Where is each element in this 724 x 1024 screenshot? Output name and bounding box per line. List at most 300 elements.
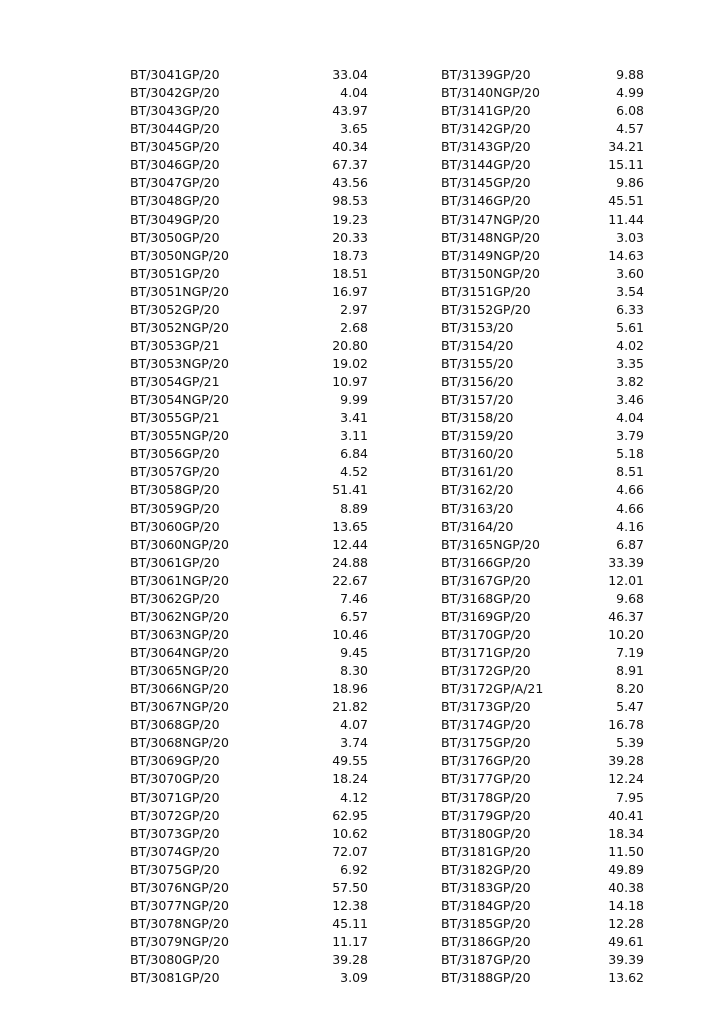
item-value: 8.91 [616,663,644,679]
item-code: BT/3066NGP/20 [130,681,229,697]
item-code: BT/3146GP/20 [441,193,531,209]
item-value: 6.84 [340,446,368,462]
item-code: BT/3061GP/20 [130,554,220,570]
table-row [441,969,644,987]
item-code: BT/3047GP/20 [130,175,220,191]
item-code: BT/3054NGP/20 [130,392,229,408]
item-code: BT/3064NGP/20 [130,645,229,660]
item-code: BT/3052NGP/20 [130,319,229,335]
table-row [130,355,368,373]
item-code: BT/3053NGP/20 [130,356,229,371]
table-row [130,662,368,680]
item-code: BT/3173GP/20 [441,699,531,715]
table-row [441,373,644,391]
item-code: BT/3151GP/20 [441,283,531,299]
item-code: BT/3175GP/20 [441,735,531,751]
item-code: BT/3145GP/20 [441,175,531,191]
table-row [130,807,368,825]
item-code: BT/3186GP/20 [441,934,531,949]
item-code: BT/3172GP/20 [441,663,531,679]
item-value: 62.95 [332,807,368,823]
item-value: 9.99 [340,392,368,408]
item-code: BT/3071GP/20 [130,789,220,805]
table-row [130,608,368,626]
item-code: BT/3172GP/A/21 [441,681,544,697]
item-value: 5.39 [616,735,644,751]
item-code: BT/3170GP/20 [441,626,531,642]
item-code: BT/3139GP/20 [441,67,531,82]
table-row [130,825,368,843]
item-code: BT/3150NGP/20 [441,265,540,281]
table-row [441,102,644,120]
item-code: BT/3148NGP/20 [441,229,540,245]
table-row [441,337,644,355]
table-row [441,192,644,210]
table-row [130,770,368,788]
item-value: 39.28 [608,753,644,769]
item-value: 16.78 [608,717,644,733]
item-code: BT/3182GP/20 [441,861,531,877]
item-value: 10.20 [608,626,644,642]
table-row [130,915,368,933]
item-code: BT/3080GP/20 [130,952,220,968]
item-code: BT/3188GP/20 [441,970,531,986]
table-row [441,536,644,554]
item-value: 2.68 [340,319,368,335]
table-row [441,861,644,879]
item-value: 3.74 [340,735,368,751]
item-value: 8.51 [616,464,644,480]
table-row [441,554,644,572]
table-row [441,879,644,897]
item-code: BT/3070GP/20 [130,771,220,787]
table-row [130,138,368,156]
table-row [441,445,644,463]
item-value: 13.65 [332,518,368,534]
table-row [130,969,368,987]
item-code: BT/3055GP/21 [130,410,220,426]
item-code: BT/3164/20 [441,518,514,534]
item-code: BT/3156/20 [441,374,514,390]
item-code: BT/3178GP/20 [441,789,531,805]
item-value: 3.35 [616,356,644,371]
item-code: BT/3051GP/20 [130,265,220,281]
item-value: 4.52 [340,464,368,480]
table-row [130,301,368,319]
item-code: BT/3063NGP/20 [130,626,229,642]
item-code: BT/3144GP/20 [441,157,531,173]
item-code: BT/3050GP/20 [130,229,220,245]
table-row [130,481,368,499]
item-value: 13.62 [608,970,644,986]
item-value: 14.63 [608,247,644,263]
item-value: 40.34 [332,139,368,155]
table-row [441,680,644,698]
item-value: 6.87 [616,536,644,552]
item-code: BT/3054GP/21 [130,374,220,390]
item-code: BT/3058GP/20 [130,482,220,498]
item-code: BT/3143GP/20 [441,139,531,155]
table-row [441,463,644,481]
item-code: BT/3050NGP/20 [130,247,229,263]
item-value: 3.09 [340,970,368,986]
table-row [441,301,644,319]
item-value: 4.57 [616,121,644,137]
item-code: BT/3069GP/20 [130,753,220,769]
item-value: 57.50 [332,879,368,895]
item-code: BT/3065NGP/20 [130,663,229,679]
table-row [130,789,368,807]
item-value: 51.41 [332,482,368,498]
item-code: BT/3051NGP/20 [130,283,229,299]
item-value: 45.11 [332,915,368,931]
item-value: 46.37 [608,608,644,624]
item-value: 12.28 [608,915,644,931]
item-value: 10.62 [332,825,368,841]
item-code: BT/3167GP/20 [441,572,531,588]
item-value: 3.11 [340,428,368,444]
table-row [130,337,368,355]
item-value: 12.01 [608,572,644,588]
item-code: BT/3045GP/20 [130,139,220,155]
item-value: 7.95 [616,789,644,805]
item-code: BT/3057GP/20 [130,464,220,480]
table-row [130,500,368,518]
item-value: 7.19 [616,645,644,660]
table-row [130,373,368,391]
table-row [441,789,644,807]
item-code: BT/3185GP/20 [441,915,531,931]
item-code: BT/3152GP/20 [441,301,531,317]
table-row [130,192,368,210]
item-code: BT/3052GP/20 [130,301,220,317]
item-value: 4.02 [616,337,644,353]
item-value: 12.44 [332,536,368,552]
item-value: 34.21 [608,139,644,155]
table-row [441,247,644,265]
table-row [441,843,644,861]
table-row [130,879,368,897]
table-row [130,554,368,572]
table-row [441,572,644,590]
item-value: 4.04 [616,410,644,426]
item-value: 10.46 [332,626,368,642]
item-value: 3.03 [616,229,644,245]
table-row [441,66,644,84]
table-row [441,644,644,662]
item-value: 4.16 [616,518,644,534]
item-code: BT/3062GP/20 [130,590,220,606]
table-row [130,897,368,915]
table-row [130,409,368,427]
item-value: 45.51 [608,193,644,209]
item-code: BT/3147NGP/20 [441,211,540,227]
item-value: 7.46 [340,590,368,606]
item-code: BT/3181GP/20 [441,843,531,859]
item-code: BT/3165NGP/20 [441,536,540,552]
table-row [130,229,368,247]
table-row [130,680,368,698]
item-code: BT/3055NGP/20 [130,428,229,444]
item-code: BT/3141GP/20 [441,103,531,119]
item-code: BT/3067NGP/20 [130,699,229,715]
item-code: BT/3183GP/20 [441,879,531,895]
item-value: 8.89 [340,500,368,516]
item-value: 5.47 [616,699,644,715]
table-row [441,427,644,445]
table-row [130,626,368,644]
table-row [130,283,368,301]
item-code: BT/3171GP/20 [441,645,531,660]
item-code: BT/3180GP/20 [441,825,531,841]
item-code: BT/3140NGP/20 [441,85,540,101]
item-value: 11.44 [608,211,644,227]
item-code: BT/3168GP/20 [441,590,531,606]
item-value: 19.23 [332,211,368,227]
item-code: BT/3184GP/20 [441,897,531,913]
table-row [130,427,368,445]
item-code: BT/3155/20 [441,356,514,371]
item-value: 4.66 [616,500,644,516]
table-row [441,174,644,192]
item-code: BT/3048GP/20 [130,193,220,209]
table-row [441,211,644,229]
item-code: BT/3153/20 [441,319,514,335]
table-row [130,716,368,734]
table-row [130,174,368,192]
item-code: BT/3163/20 [441,500,514,516]
item-value: 2.97 [340,301,368,317]
item-code: BT/3174GP/20 [441,717,531,733]
item-value: 3.79 [616,428,644,444]
item-value: 4.07 [340,717,368,733]
item-value: 3.54 [616,283,644,299]
table-row [130,211,368,229]
table-row [441,518,644,536]
table-row [441,138,644,156]
item-code: BT/3158/20 [441,410,514,426]
item-value: 4.99 [616,85,644,101]
item-value: 6.08 [616,103,644,119]
table-row [130,445,368,463]
table-row [130,84,368,102]
item-code: BT/3059GP/20 [130,500,220,516]
item-value: 10.97 [332,374,368,390]
item-value: 21.82 [332,699,368,715]
table-row [441,391,644,409]
item-code: BT/3078NGP/20 [130,915,229,931]
table-row [441,662,644,680]
table-row [441,933,644,951]
item-value: 12.24 [608,771,644,787]
item-value: 24.88 [332,554,368,570]
item-value: 98.53 [332,193,368,209]
item-value: 19.02 [332,356,368,371]
item-code: BT/3049GP/20 [130,211,220,227]
item-value: 3.65 [340,121,368,137]
item-value: 9.45 [340,645,368,660]
table-row [441,825,644,843]
table-row [441,807,644,825]
item-value: 18.51 [332,265,368,281]
table-row [130,66,368,84]
item-code: BT/3177GP/20 [441,771,531,787]
table-row [130,698,368,716]
table-row [441,915,644,933]
item-code: BT/3046GP/20 [130,157,220,173]
table-row [441,951,644,969]
table-row [441,283,644,301]
table-row [441,734,644,752]
item-value: 5.18 [616,446,644,462]
item-code: BT/3154/20 [441,337,514,353]
table-row [441,590,644,608]
table-row [441,265,644,283]
table-row [130,933,368,951]
item-code: BT/3161/20 [441,464,514,480]
table-row [130,734,368,752]
item-value: 3.46 [616,392,644,408]
item-value: 4.04 [340,85,368,101]
item-code: BT/3074GP/20 [130,843,220,859]
item-value: 33.04 [332,67,368,82]
item-value: 33.39 [608,554,644,570]
right-column [441,66,644,987]
item-value: 9.86 [616,175,644,191]
item-value: 49.55 [332,753,368,769]
table-row [130,463,368,481]
item-value: 11.50 [608,843,644,859]
item-value: 12.38 [332,897,368,913]
item-code: BT/3169GP/20 [441,608,531,624]
table-row [441,120,644,138]
item-value: 39.28 [332,952,368,968]
table-row [130,590,368,608]
table-row [130,265,368,283]
item-code: BT/3062NGP/20 [130,608,229,624]
item-value: 4.12 [340,789,368,805]
item-value: 43.56 [332,175,368,191]
item-code: BT/3157/20 [441,392,514,408]
table-row [130,843,368,861]
table-row [130,644,368,662]
item-code: BT/3072GP/20 [130,807,220,823]
table-row [130,536,368,554]
item-value: 67.37 [332,157,368,173]
item-code: BT/3187GP/20 [441,952,531,968]
table-row [130,951,368,969]
item-value: 72.07 [332,843,368,859]
item-code: BT/3075GP/20 [130,861,220,877]
item-code: BT/3159/20 [441,428,514,444]
item-code: BT/3077NGP/20 [130,897,229,913]
item-code: BT/3060NGP/20 [130,536,229,552]
item-code: BT/3068GP/20 [130,717,220,733]
item-code: BT/3042GP/20 [130,85,220,101]
item-value: 49.61 [608,934,644,949]
item-code: BT/3056GP/20 [130,446,220,462]
item-value: 3.60 [616,265,644,281]
item-code: BT/3160/20 [441,446,514,462]
table-row [130,391,368,409]
item-value: 20.80 [332,337,368,353]
item-code: BT/3043GP/20 [130,103,220,119]
table-row [441,481,644,499]
item-code: BT/3079NGP/20 [130,934,229,949]
item-code: BT/3149NGP/20 [441,247,540,263]
item-code: BT/3044GP/20 [130,121,220,137]
item-value: 4.66 [616,482,644,498]
table-row [441,500,644,518]
item-value: 18.24 [332,771,368,787]
table-row [130,752,368,770]
table-row [441,84,644,102]
item-code: BT/3061NGP/20 [130,572,229,588]
table-row [130,102,368,120]
item-value: 22.67 [332,572,368,588]
item-code: BT/3060GP/20 [130,518,220,534]
item-code: BT/3076NGP/20 [130,879,229,895]
table-row [441,626,644,644]
table-row [130,247,368,265]
left-column [130,66,368,987]
table-row [441,156,644,174]
item-value: 9.68 [616,590,644,606]
item-value: 40.38 [608,879,644,895]
item-value: 6.33 [616,301,644,317]
table-row [441,698,644,716]
table-row [441,770,644,788]
item-value: 5.61 [616,319,644,335]
item-value: 18.96 [332,681,368,697]
item-value: 3.82 [616,374,644,390]
item-value: 43.97 [332,103,368,119]
item-value: 6.57 [340,608,368,624]
item-value: 11.17 [332,934,368,949]
item-value: 39.39 [608,952,644,968]
item-value: 14.18 [608,897,644,913]
table-row [441,608,644,626]
item-value: 18.73 [332,247,368,263]
table-row [130,156,368,174]
item-value: 8.20 [616,681,644,697]
item-code: BT/3081GP/20 [130,970,220,986]
item-code: BT/3041GP/20 [130,67,220,82]
table-row [130,518,368,536]
table-row [441,716,644,734]
item-value: 49.89 [608,861,644,877]
item-value: 8.30 [340,663,368,679]
table-row [441,409,644,427]
table-row [130,120,368,138]
table-row [441,752,644,770]
item-code: BT/3162/20 [441,482,514,498]
item-code: BT/3068NGP/20 [130,735,229,751]
item-code: BT/3179GP/20 [441,807,531,823]
item-value: 3.41 [340,410,368,426]
table-row [441,897,644,915]
item-value: 6.92 [340,861,368,877]
item-code: BT/3176GP/20 [441,753,531,769]
item-code: BT/3166GP/20 [441,554,531,570]
table-row [130,572,368,590]
item-code: BT/3053GP/21 [130,337,220,353]
item-code: BT/3142GP/20 [441,121,531,137]
table-row [441,355,644,373]
item-value: 9.88 [616,67,644,82]
item-code: BT/3073GP/20 [130,825,220,841]
item-value: 16.97 [332,283,368,299]
